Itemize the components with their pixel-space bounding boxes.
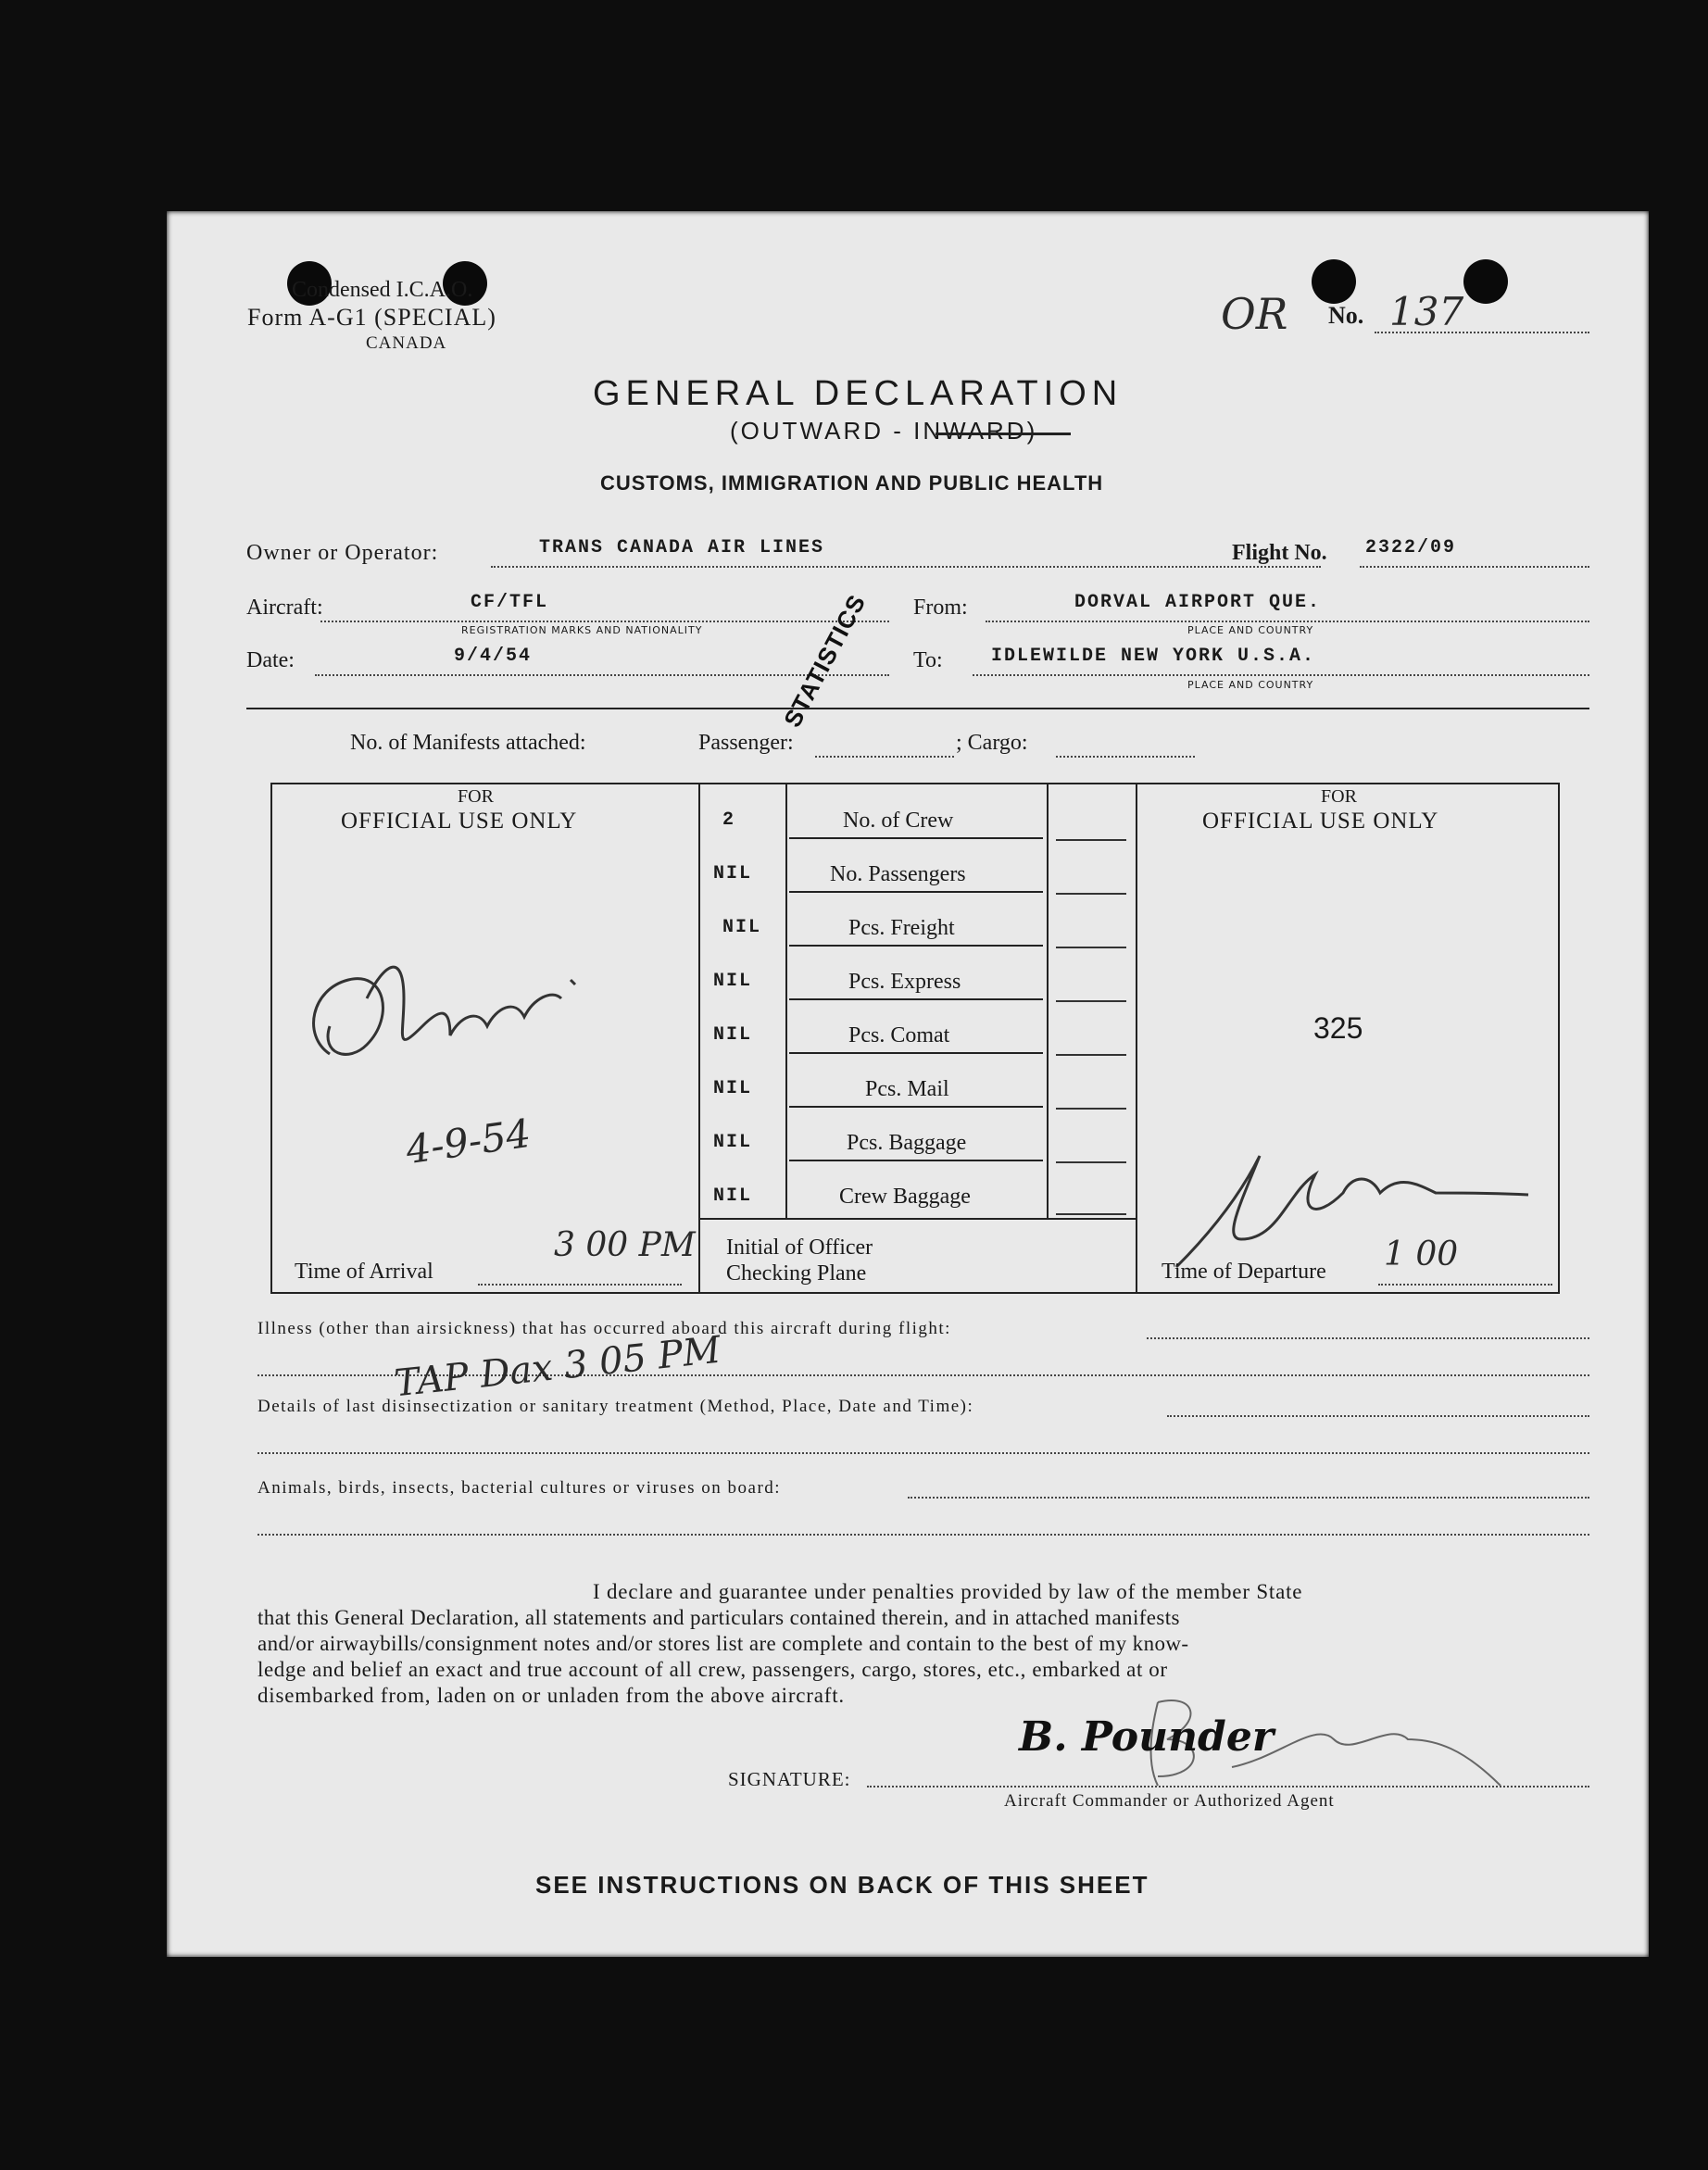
row-label: No. of Crew: [843, 809, 954, 833]
row-value: NIL: [722, 917, 762, 938]
page-subtitle: CUSTOMS, IMMIGRATION AND PUBLIC HEALTH: [600, 471, 1104, 495]
form-name-line1: Condensed I.C.A.O.: [292, 278, 473, 302]
form-country: CANADA: [366, 333, 447, 353]
from-label: From:: [913, 596, 968, 620]
form-number-prefix: OR: [1221, 289, 1288, 339]
punch-hole: [1312, 259, 1356, 304]
aircraft-label: Aircraft:: [246, 596, 323, 620]
time-departure-value: 1 00: [1384, 1236, 1459, 1273]
inward-strikeout: [936, 433, 1071, 435]
officer-signature-left: [293, 943, 626, 1100]
row-value: NIL: [713, 863, 753, 884]
initial-officer-label2: Checking Plane: [726, 1261, 867, 1286]
time-arrival-label: Time of Arrival: [295, 1260, 433, 1284]
officer-signature-right: [1158, 1137, 1547, 1276]
from-caption: PLACE AND COUNTRY: [1187, 624, 1314, 636]
form-number-label: No.: [1328, 302, 1364, 329]
animals-label: Animals, birds, insects, bacterial cultures or viruses on board:: [257, 1478, 782, 1498]
row-label: Pcs. Freight: [848, 916, 955, 940]
signature-caption: Aircraft Commander or Authorized Agent: [1004, 1791, 1335, 1811]
form-name-line2: Form A-G1 (SPECIAL): [247, 304, 496, 331]
flight-label: Flight No.: [1232, 541, 1327, 565]
row-value: 2: [722, 809, 736, 831]
declaration-line2: that this General Declaration, all statements and particulars contained therein, and in attached manifests: [257, 1606, 1180, 1629]
title-direction: (OUTWARD - INWARD): [730, 417, 1038, 445]
signature-label: SIGNATURE:: [728, 1768, 851, 1790]
right-official-number: 325: [1313, 1011, 1363, 1045]
declaration-line3: and/or airwaybills/consignment notes and/or stores list are complete and contain to the best of my know-: [257, 1632, 1189, 1655]
time-departure-label: Time of Departure: [1162, 1260, 1326, 1284]
owner-label: Owner or Operator:: [246, 541, 439, 565]
date-label: Date:: [246, 648, 295, 672]
date-value: 9/4/54: [454, 646, 533, 667]
declaration-line5: disembarked from, laden on or unladen from the above aircraft.: [257, 1684, 845, 1707]
right-official-header: OFFICIAL USE ONLY: [1202, 809, 1439, 834]
flight-value: 2322/09: [1365, 537, 1457, 558]
to-caption: PLACE AND COUNTRY: [1187, 679, 1314, 691]
row-label: Pcs. Mail: [865, 1077, 949, 1101]
form-sheet: [167, 211, 1649, 1957]
row-label: Pcs. Comat: [848, 1023, 950, 1047]
to-value: IDLEWILDE NEW YORK U.S.A.: [991, 646, 1316, 667]
row-value: NIL: [713, 971, 753, 992]
row-value: NIL: [713, 1132, 753, 1153]
punch-hole: [1463, 259, 1508, 304]
time-arrival-value: 3 00 PM: [554, 1226, 696, 1264]
declaration-line4: ledge and belief an exact and true account of all crew, passengers, cargo, stores, etc., embarked at or: [257, 1658, 1168, 1681]
instructions-footer: SEE INSTRUCTIONS ON BACK OF THIS SHEET: [535, 1871, 1149, 1899]
to-label: To:: [913, 648, 943, 672]
row-value: NIL: [713, 1185, 753, 1207]
left-official-header: OFFICIAL USE ONLY: [341, 809, 578, 834]
declaration-line1: I declare and guarantee under penalties provided by law of the member State: [593, 1580, 1303, 1603]
disinsect-label: Details of last disinsectization or sanitary treatment (Method, Place, Date and Time):: [257, 1397, 974, 1416]
row-label: Crew Baggage: [839, 1185, 971, 1209]
row-value: NIL: [713, 1078, 753, 1099]
row-label: Pcs. Baggage: [847, 1131, 967, 1155]
manifests-label: No. of Manifests attached:: [350, 731, 586, 755]
cargo-label: ; Cargo:: [956, 731, 1028, 755]
illness-label: Illness (other than airsickness) that has occurred aboard this aircraft during flight:: [257, 1319, 951, 1338]
passenger-label: Passenger:: [698, 731, 794, 755]
from-value: DORVAL AIRPORT QUE.: [1074, 592, 1322, 613]
row-label: Pcs. Express: [848, 970, 961, 994]
disinsect-handwriting: TAP Dax 3 05 PM: [392, 1328, 723, 1406]
right-official-header-for: FOR: [1321, 786, 1357, 807]
commander-signature: B. Pounder: [1019, 1713, 1274, 1761]
form-number-value: 137: [1389, 289, 1464, 334]
left-hand-date: 4-9-54: [403, 1110, 534, 1173]
aircraft-caption: REGISTRATION MARKS AND NATIONALITY: [461, 624, 703, 636]
statistics-stamp: STATISTICS: [778, 589, 872, 733]
initial-officer-label1: Initial of Officer: [726, 1236, 873, 1260]
aircraft-value: CF/TFL: [471, 592, 549, 613]
owner-value: TRANS CANADA AIR LINES: [539, 537, 825, 558]
left-official-header-for: FOR: [458, 786, 494, 807]
page-title: GENERAL DECLARATION: [593, 374, 1124, 413]
row-value: NIL: [713, 1024, 753, 1046]
row-label: No. Passengers: [830, 862, 966, 886]
